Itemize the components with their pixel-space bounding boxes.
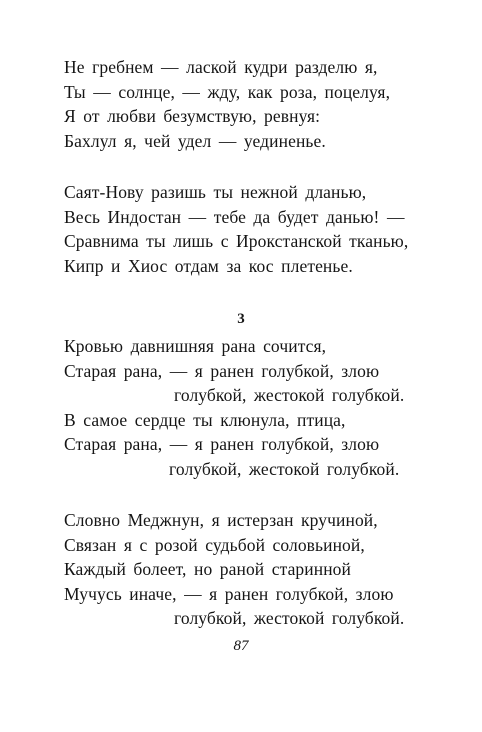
stanza-1 (64, 55, 444, 153)
poem-line: Сравнима ты лишь с Ирокстанской тканью, (64, 231, 409, 251)
poem-line: Связан я с розой судьбой соловьиной, (64, 534, 365, 555)
poem-line: Саят-Нову разишь ты нежной дланью, (64, 182, 367, 202)
stanza-4 (64, 508, 444, 631)
stanza-3 (64, 334, 444, 481)
poem-line: Бахлул я, чей удел — уединенье. (64, 130, 326, 151)
page-number: 87 (233, 638, 249, 654)
poem-line-continuation: голубкой, жестокой голубкой. (169, 458, 400, 479)
poem-line: Старая рана, — я ранен голубкой, злою (64, 360, 380, 381)
poem-line: Не гребнем — лаской кудри разделю я, (64, 57, 378, 77)
poem-line: Словно Меджнун, я истерзан кручиной, (64, 510, 378, 530)
poem-line: Ты — солнце, — жду, как роза, поцелуя, (64, 81, 391, 102)
poem-line-continuation: голубкой, жестокой голубкой. (174, 608, 405, 628)
poem-line: Старая рана, — я ранен голубкой, злою (64, 434, 380, 454)
poem-line: Весь Индостан — тебе да будет данью! — (64, 206, 405, 227)
poem-line: Я от любви безумствую, ревнуя: (64, 106, 321, 126)
poem-line: Кипр и Хиос отдам за кос плетенье. (64, 255, 353, 276)
poem-line: Каждый болеет, но раной старинной (64, 559, 351, 579)
poem-line: Кровью давнишняя рана сочится, (64, 336, 327, 356)
poem-line-continuation: голубкой, жестокой голубкой. (174, 385, 405, 405)
stanza-2 (64, 180, 444, 278)
poem-line: В самое сердце ты клюнула, птица, (64, 409, 346, 430)
poem-line: Мучусь иначе, — я ранен голубкой, злою (64, 583, 394, 604)
section-number: 3 (237, 311, 245, 327)
